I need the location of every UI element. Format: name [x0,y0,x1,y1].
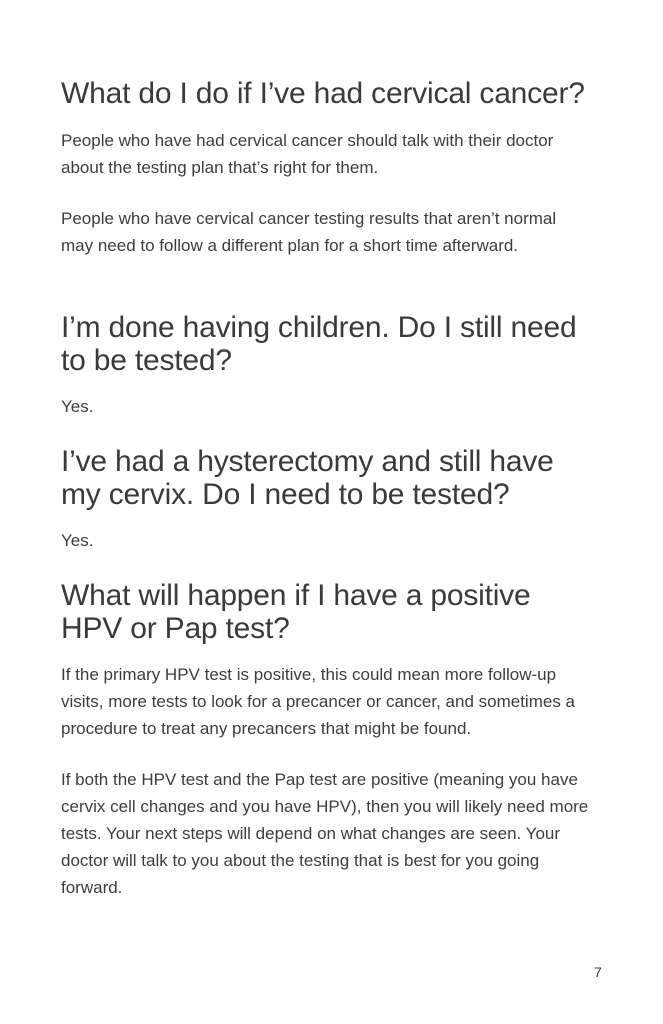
paragraph-cervical-cancer-2: People who have cervical cancer testing results that aren’t normal may need to follow a different plan for a short time afterward. [61,209,557,255]
paragraph-hysterectomy: Yes. [61,531,94,550]
paragraph-positive-test-1: If the primary HPV test is positive, this could mean more follow-up visits, more tests to look for a precancer or cancer, and sometimes a procedure to treat any precancers that might be found. [61,665,575,738]
section-heading-done-having-children: I’m done having children. Do I still need to be tested? [61,311,577,377]
section-heading-hysterectomy: I’ve had a hysterectomy and still have my cervix. Do I need to be tested? [61,445,554,511]
paragraph-positive-test-2: If both the HPV test and the Pap test are positive (meaning you have cervix cell changes and you have HPV), then you will likely need more tests. Your next steps will depend on what changes are seen. Your doctor will talk to you about the testing that is best for you going forward. [61,770,589,897]
section-heading-positive-test: What will happen if I have a positive HPV or Pap test? [61,579,531,645]
section-heading-cervical-cancer: What do I do if I’ve had cervical cancer? [61,77,585,110]
page-number: 7 [594,964,602,980]
paragraph-cervical-cancer-1: People who have had cervical cancer should talk with their doctor about the testing plan that’s right for them. [61,131,554,177]
paragraph-done-having-children: Yes. [61,397,94,416]
